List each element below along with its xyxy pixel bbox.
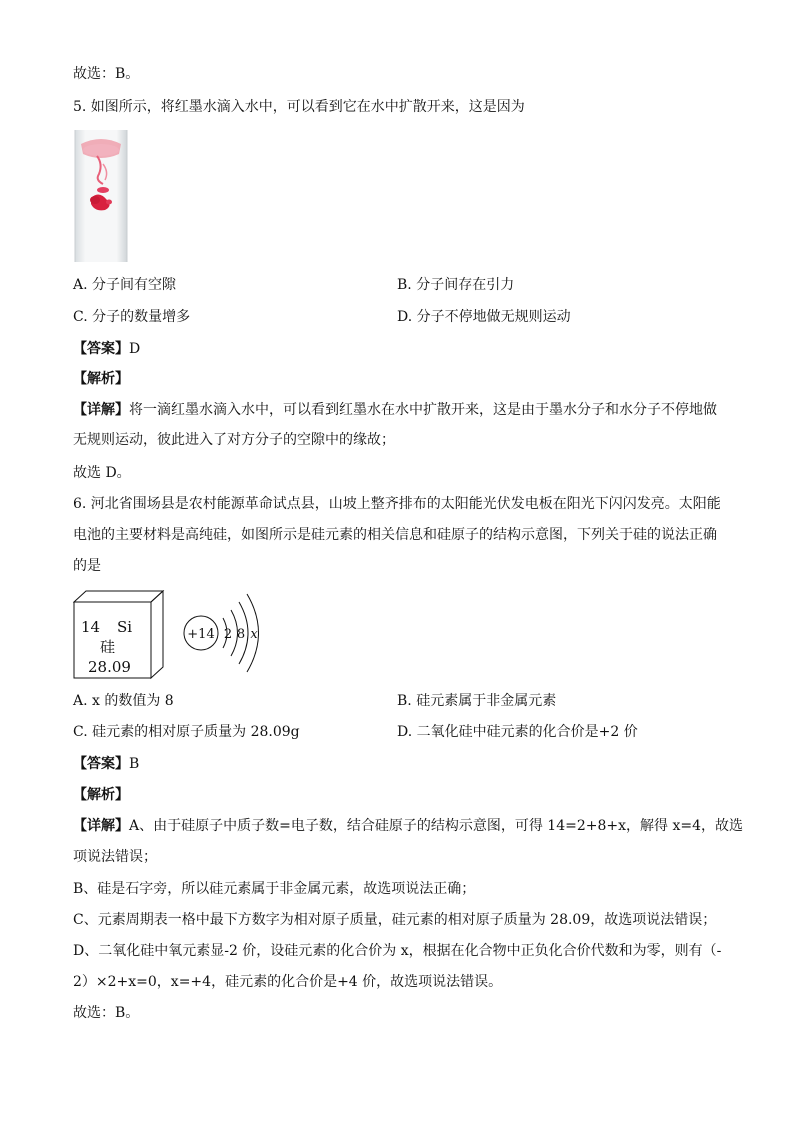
detail-tag: 【详解】 [73,402,129,418]
choose-6: 故选：B。 [73,1005,140,1021]
answer-6 [73,754,139,774]
question-6-line3: 的是 [73,558,101,574]
red-ink-glass-image [73,130,129,262]
analysis-tag-5: 【解析】 [73,371,129,387]
question-6-line1: 6. 河北省围场县是农村能源革命试点县，山坡上整齐排布的太阳能光伏发电板在阳光下闪闪发亮。太阳能 [73,496,721,512]
option-6c: C. 硅元素的相对原子质量为 28.09g [73,724,300,740]
detail-6-line6: 2）×2+x=0，x=+4，硅元素的化合价是+4 价，故选项说法错误。 [73,974,503,990]
shell-2-electrons: 8 [236,627,246,642]
option-5c: C. 分子的数量增多 [73,309,191,325]
text-line: 故选：B。 [73,66,140,82]
answer-value: B [129,756,140,772]
detail-6-line2: 项说法错误； [73,849,157,865]
atomic-number: 14 [81,618,101,636]
detail-6-line1 [73,816,743,836]
detail-6-line5: D、二氧化硅中氧元素显-2 价，设硅元素的化合价为 x，根据在化合物中正负化合价代数和为零，则有（- [73,943,722,959]
question-6-line2: 电池的主要材料是高纯硅，如图所示是硅元素的相关信息和硅原子的结构示意图，下列关于硅的说法正确 [73,527,717,543]
detail-text: 将一滴红墨水滴入水中，可以看到红墨水在水中扩散开来，这是由于墨水分子和水分子不停地做 [129,402,717,418]
atomic-mass: 28.09 [88,658,131,676]
silicon-structure-figure [73,590,273,680]
answer-tag: 【答案】 [73,756,129,772]
answer-value: D [129,341,141,357]
detail-6-line3: B、硅是石字旁，所以硅元素属于非金属元素，故选项说法正确； [73,881,476,897]
option-6b: B. 硅元素属于非金属元素 [397,693,557,709]
option-5a: A. 分子间有空隙 [73,277,177,293]
shell-3-electrons: x [250,627,258,642]
detail-tag: 【详解】 [73,818,129,834]
answer-5 [73,339,140,359]
element-symbol: Si [117,618,133,636]
detail-5-line2: 无规则运动，彼此进入了对方分子的空隙中的缘故； [73,432,395,448]
detail-6-line4: C、元素周期表一格中最下方数字为相对原子质量，硅元素的相对原子质量为 28.09，故选项说法错误； [73,912,717,928]
question-5-stem: 5. 如图所示，将红墨水滴入水中，可以看到它在水中扩散开来，这是因为 [73,99,525,115]
choose-5: 故选 D。 [73,465,131,481]
element-name: 硅 [100,638,116,656]
detail-5-line1 [73,400,717,420]
detail-text: A、由于硅原子中质子数=电子数，结合硅原子的结构示意图，可得 14=2+8+x，解得 x=4，故选 [129,818,743,834]
shell-1-electrons: 2 [223,627,233,642]
option-6d: D. 二氧化硅中硅元素的化合价是+2 价 [397,724,638,740]
answer-tag: 【答案】 [73,341,129,357]
analysis-tag-6: 【解析】 [73,787,129,803]
option-5b: B. 分子间存在引力 [397,277,515,293]
option-6a: A. x 的数值为 8 [73,693,174,709]
option-5d: D. 分子不停地做无规则运动 [397,309,571,325]
nucleus-charge: +14 [187,627,215,642]
